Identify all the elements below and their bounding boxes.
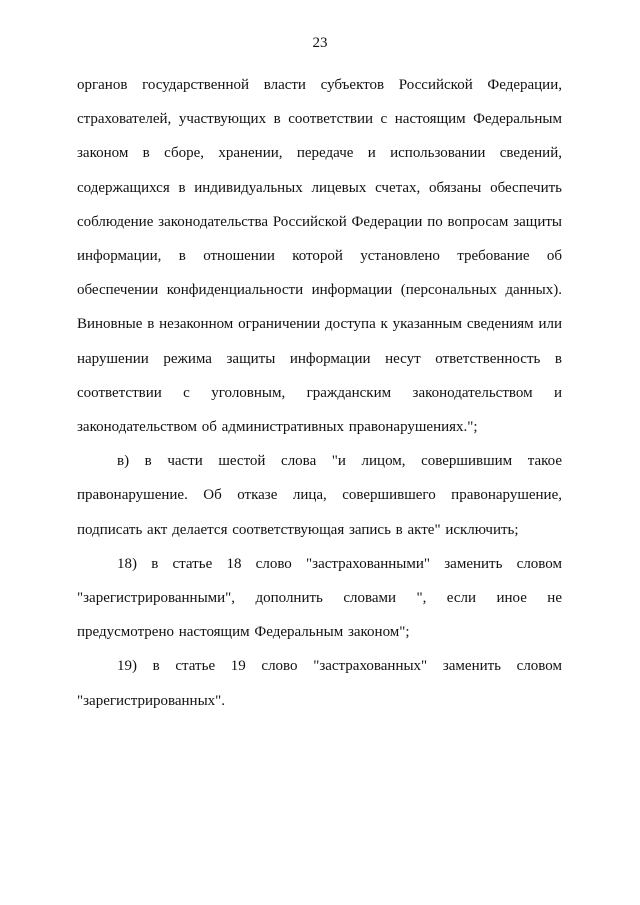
page-number: 23 (312, 35, 328, 51)
document-body (77, 68, 562, 718)
paragraph-item-v: в) в части шестой слова "и лицом, совершившим такое правонарушение. Об отказе лица, совершившего правонарушение, подписать акт делается соответствующая запись в акте" исключить; (77, 453, 562, 538)
paragraph-item-19: 19) в статье 19 слово "застрахованных" заменить словом "зарегистрированных". (77, 658, 562, 709)
paragraph-continuation: органов государственной власти субъектов Российской Федерации, страхователей, участвующих в соответствии с настоящим Федеральным законом в сборе, хранении, передаче и использовании сведений, содержащихся в индивидуальных лицевых счетах, обязаны обеспечить соблюдение законодательства Российской Федерации по вопросам защиты информации, в отношении которой установлено требование об обеспечении конфиденциальности информации (персональных данных). Виновные в незаконном ограничении доступа к указанным сведениям или нарушении режима защиты информации несут ответственность в соответствии с уголовным, гражданским законодательством и законодательством об административных правонарушениях."; (77, 77, 562, 436)
paragraph-item-18: 18) в статье 18 слово "застрахованными" заменить словом "зарегистрированными", дополнить словами ", если иное не предусмотрено настоящим Федеральным законом"; (77, 555, 562, 641)
